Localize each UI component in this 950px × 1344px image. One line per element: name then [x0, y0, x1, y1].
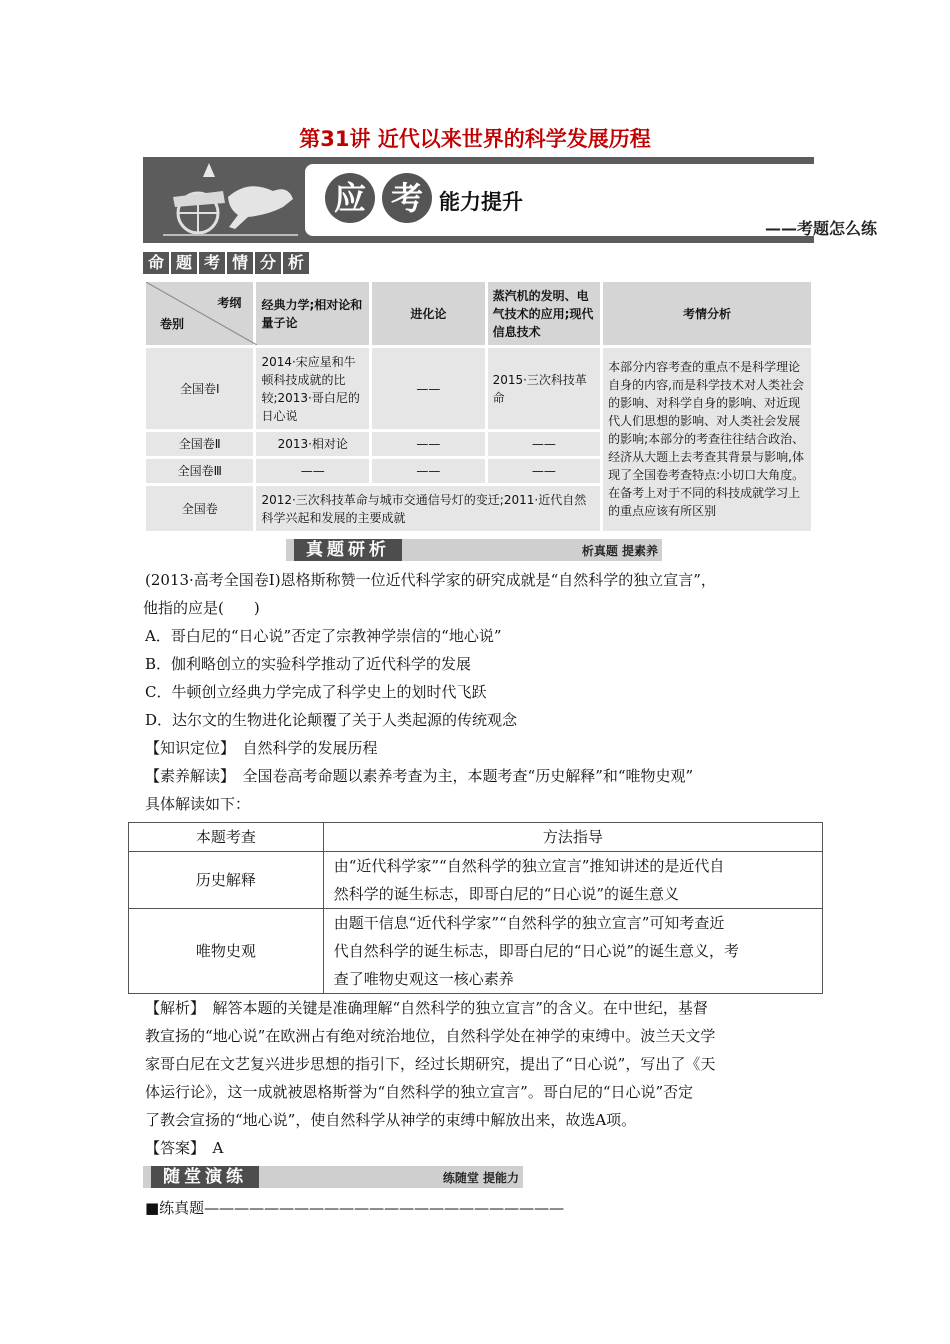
analysis-text: 家哥白尼在文艺复兴进步思想的指引下，经过长期研究，提出了“日心说”，写出了《天: [145, 1055, 716, 1073]
section-heading-analysis: [143, 252, 309, 274]
corner-bottom-label: 卷别: [160, 317, 185, 331]
table-cell: ——: [255, 458, 371, 485]
option-a: A．哥白尼的“日心说”否定了宗教神学崇信的“地心说”: [145, 627, 502, 645]
cell-line: 由题干信息“近代科学家”“自然科学的独立宣言”可知考查近: [333, 914, 725, 932]
table-cell: ——: [371, 347, 486, 431]
analysis-cell: 本部分内容考查的重点不是科学理论自身的内容,而是科学技术对人类社会的影响、对科学自身的影响、对近现代人们思想的影响、对人类社会发展的影响;本部分的考查往往结合政治、经济从大题上去考查其背景与影响,体现了全国卷考查特点:小切口大角度。在备考上对于不同的科技成就学习上的重点应该有所区别: [602, 347, 813, 533]
analysis-text: 解答本题的关键是准确理解“自然科学的独立宣言”的含义。在中世纪，基督: [212, 999, 708, 1017]
heading-char: 考: [199, 252, 225, 274]
knowledge-label: 【知识定位】: [145, 739, 228, 757]
table-corner: [145, 281, 255, 347]
literacy-table: [128, 822, 823, 994]
knowledge-text: 自然科学的发展历程: [242, 739, 378, 757]
exam-analysis-table: [143, 279, 814, 534]
question-stem-2: 他指的应是( ): [143, 599, 260, 617]
section-band-suitang: [143, 1166, 523, 1188]
corner-top-label: 考纲: [217, 296, 242, 310]
knowledge-line: [145, 734, 825, 762]
question-block: [145, 566, 825, 818]
banner-heading: 能力提升: [439, 190, 523, 214]
analysis-text: 体运行论》，这一成就被恩格斯誉为“自然科学的独立宣言”。哥白尼的“日心说”否定: [145, 1083, 694, 1101]
option-c: C．牛顿创立经典力学完成了科学史上的划时代飞跃: [145, 683, 487, 701]
section-band-zhenti: [286, 539, 662, 561]
table-cell: ——: [486, 431, 602, 458]
literacy-line-2: 具体解读如下：: [145, 795, 251, 813]
practice-heading: ■练真题————————————————————————: [145, 1199, 565, 1217]
diagonal-line: [146, 282, 257, 345]
column-header: 进化论: [371, 281, 486, 347]
literacy-line: [145, 762, 825, 790]
table-cell: 2013·相对论: [255, 431, 371, 458]
table-cell: ——: [371, 431, 486, 458]
column-header: 本题考查: [129, 823, 324, 852]
literacy-text: 全国卷高考命题以素养考查为主，本题考查“历史解释”和“唯物史观”: [242, 767, 694, 785]
question-stem: (2013·高考全国卷Ⅰ)恩格斯称赞一位近代科学家的研究成就是“自然科学的独立宣言”，: [145, 571, 716, 589]
merged-cell: 2012·三次科技革命与城市交通信号灯的变迁;2011·近代自然科学兴起和发展的主要成就: [255, 485, 602, 533]
page-title: 第31讲 近代以来世界的科学发展历程: [299, 127, 651, 151]
table-cell: ——: [371, 458, 486, 485]
banner-subtitle: ——考题怎么练: [765, 219, 878, 238]
analysis-line: [145, 994, 825, 1022]
cell-line: 然科学的诞生标志，即哥白尼的“日心说”的诞生意义: [333, 885, 680, 903]
band-tag: 练随堂 提能力: [442, 1171, 519, 1185]
option-d: D．达尔文的生物进化论颠覆了关于人类起源的传统观念: [145, 711, 518, 729]
literacy-label: 【素养解读】: [145, 767, 228, 785]
cell-line: 由“近代科学家”“自然科学的独立宣言”推知讲述的是近代自: [333, 857, 725, 875]
heading-char: 命: [143, 252, 169, 274]
row-label: 全国卷Ⅲ: [145, 458, 255, 485]
banner-char-kao: 考: [382, 173, 432, 223]
band-title: 真题研析: [294, 539, 402, 561]
band-title: 随堂演练: [151, 1166, 259, 1188]
table-cell: [323, 852, 822, 909]
column-header: 考情分析: [602, 281, 813, 347]
banner-char-ying: 应: [325, 173, 375, 223]
row-label: 全国卷Ⅰ: [145, 347, 255, 431]
answer-line: [145, 1134, 825, 1162]
row-label: 全国卷: [145, 485, 255, 533]
table-cell: 2014·宋应星和牛顿科技成就的比较;2013·哥白尼的日心说: [255, 347, 371, 431]
banner-panel: [305, 164, 945, 236]
column-header: 方法指导: [323, 823, 822, 852]
table-cell: [323, 909, 822, 994]
heading-char: 析: [283, 252, 309, 274]
answer-value: A: [212, 1139, 224, 1157]
column-header: 经典力学;相对论和量子论: [255, 281, 371, 347]
analysis-text: 教宣扬的“地心说”在欧洲占有绝对统治地位，自然科学处在神学的束缚中。波兰天文学: [145, 1027, 716, 1045]
analysis-label: 【解析】: [145, 999, 198, 1017]
heading-char: 分: [255, 252, 281, 274]
analysis-block: [145, 994, 825, 1162]
heading-char: 情: [227, 252, 253, 274]
row-label: 唯物史观: [129, 909, 324, 994]
option-b: B．伽利略创立的实验科学推动了近代科学的发展: [145, 655, 472, 673]
band-tag: 析真题 提素养: [581, 544, 658, 558]
analysis-text: 了教会宣扬的“地心说”，使自然科学从神学的束缚中解放出来，故选A项。: [145, 1111, 637, 1129]
table-cell: 2015·三次科技革命: [486, 347, 602, 431]
chapter-banner: [143, 157, 878, 243]
cell-line: 代自然科学的诞生标志，即哥白尼的“日心说”的诞生意义，考: [333, 942, 740, 960]
answer-label: 【答案】: [145, 1139, 198, 1157]
chariot-illustration: [143, 157, 303, 243]
heading-char: 题: [171, 252, 197, 274]
row-label: 全国卷Ⅱ: [145, 431, 255, 458]
table-cell: ——: [486, 458, 602, 485]
row-label: 历史解释: [129, 852, 324, 909]
column-header: 蒸汽机的发明、电气技术的应用;现代信息技术: [486, 281, 602, 347]
cell-line: 查了唯物史观这一核心素养: [333, 970, 514, 988]
